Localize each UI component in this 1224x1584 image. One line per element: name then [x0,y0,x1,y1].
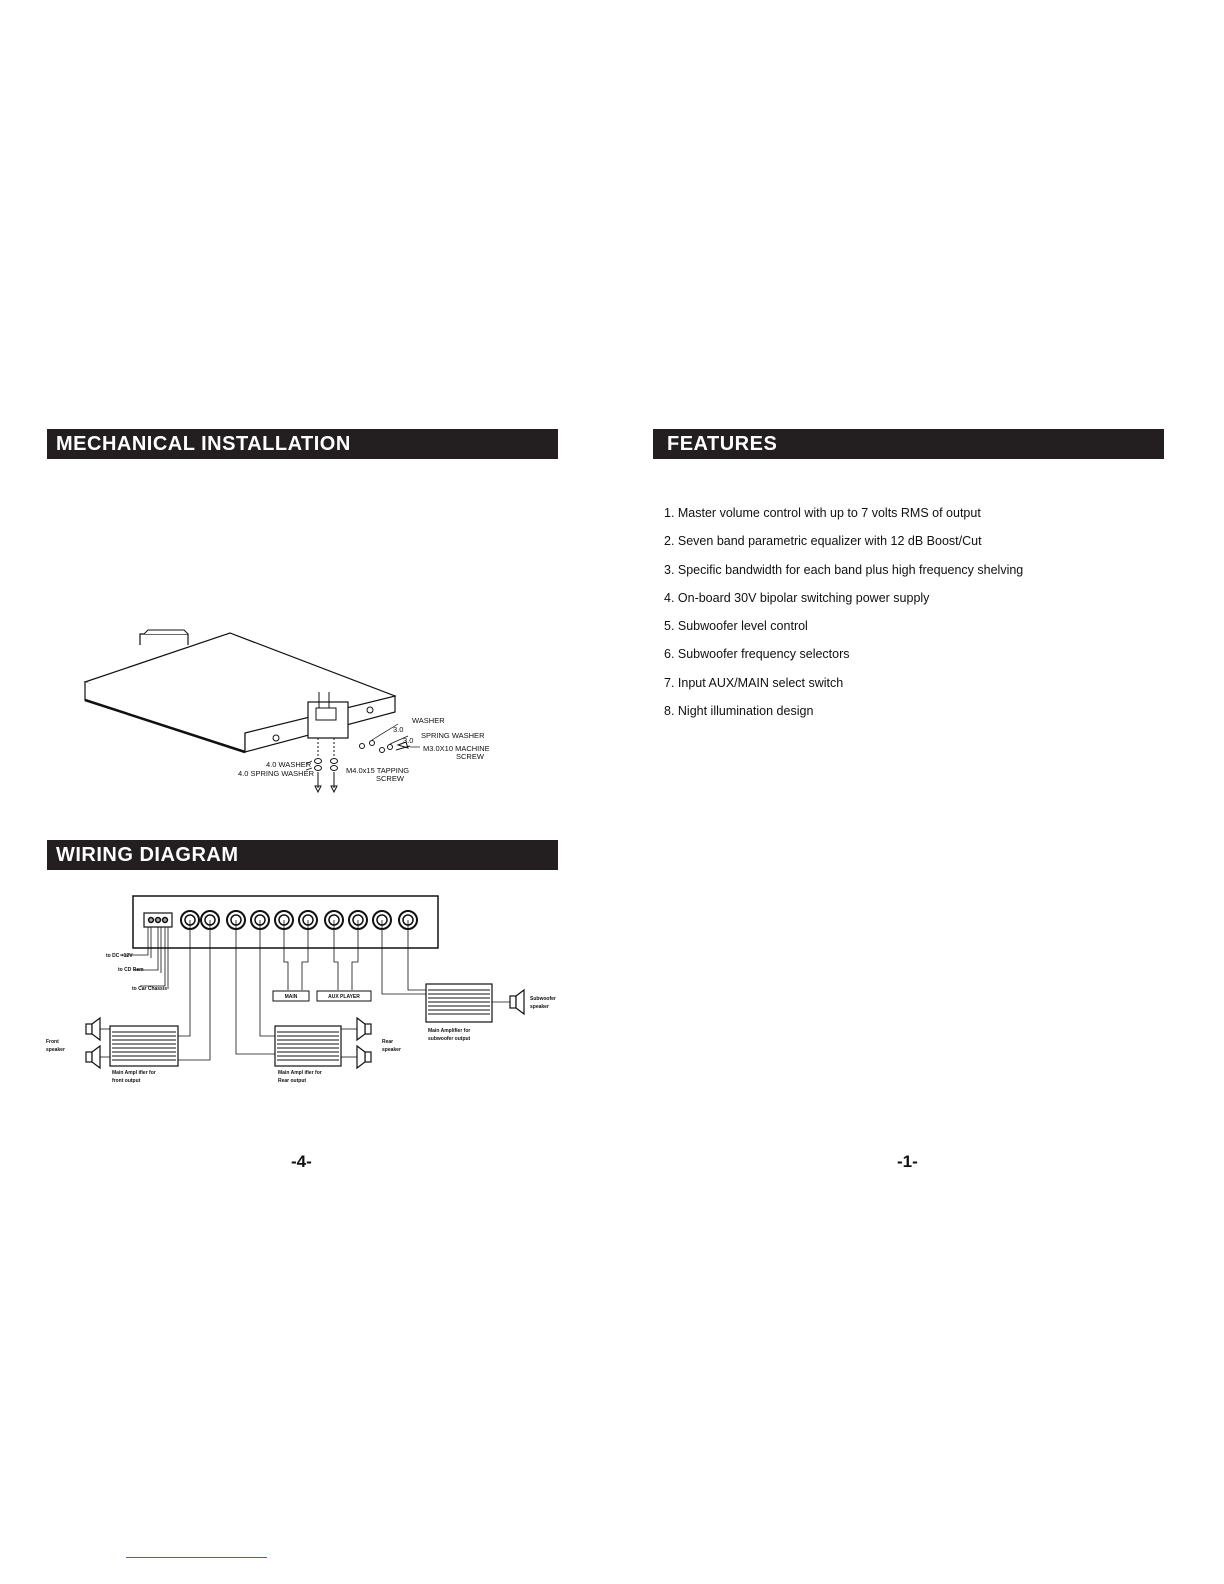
machine-screw-label-2: SCREW [456,752,484,761]
rear-speaker-label: Rear [382,1039,394,1045]
feature-item: 5. Subwoofer level control [664,619,808,634]
tapping-screw-label-2: SCREW [376,774,404,783]
page-number-right: -1- [897,1152,918,1171]
main-box-label: MAIN [284,994,298,1000]
front-amplifier [110,1026,178,1066]
subwoofer-speaker-label: Subwoofer [530,996,556,1002]
rear-amp-label-2: Rear output [278,1078,307,1084]
aux-box-label: AUX PLAYER [328,994,360,1000]
machine-screw-label: M3.0X10 MACHINE [423,744,490,753]
feature-item: 4. On-board 30V bipolar switching power supply [664,590,930,605]
feature-item: 2. Seven band parametric equalizer with 12 dB Boost/Cut [664,534,982,549]
features-header: FEATURES [653,429,1164,459]
features-list [664,504,1023,730]
wiring-diagram [40,890,560,1100]
spring-washer-label: SPRING WASHER [421,731,485,740]
mechanical-installation-diagram [60,620,520,795]
washer-label: WASHER [412,716,445,725]
front-speaker-label-2: speaker [46,1047,65,1053]
to-dc-label: to DC +12V [106,953,133,959]
feature-item: 8. Night illumination design [664,704,814,719]
to-cd-label: to CD Rem [118,967,144,973]
feature-item: 6. Subwoofer frequency selectors [664,647,850,662]
footer-rule [126,1557,267,1558]
subwoofer-amp-label: Main Amplifier for [428,1028,471,1034]
spring-washer-size-label: 3.0 [403,736,414,745]
to-car-label: to Car Chassis [132,986,168,992]
subwoofer-speaker-label-2: speaker [530,1004,549,1010]
rear-amplifier [275,1026,341,1066]
spring-washer-4-label: 4.0 SPRING WASHER [238,769,314,778]
mechanical-installation-header: MECHANICAL INSTALLATION [47,429,558,459]
rear-amp-label: Main Ampl ifier for [278,1070,322,1076]
washer-size-label: 3.0 [393,725,404,734]
feature-item: 7. Input AUX/MAIN select switch [664,675,844,690]
subwoofer-amplifier [426,984,492,1022]
page-number-left: -4- [291,1152,312,1171]
rear-speaker-label-2: speaker [382,1047,401,1053]
washer-4-label: 4.0 WASHER [266,760,312,769]
feature-item: 3. Specific bandwidth for each band plus high frequency shelving [664,562,1024,577]
wiring-diagram-header: WIRING DIAGRAM [47,840,558,870]
tapping-screw-label: M4.0x15 TAPPING [346,766,410,775]
front-amp-label: Main Ampl ifier for [112,1070,156,1076]
front-amp-label-2: front output [112,1078,141,1084]
feature-item: 1. Master volume control with up to 7 volts RMS of output [664,506,981,520]
subwoofer-amp-label-2: subwoofer output [428,1036,471,1042]
front-speaker-label: Front [46,1039,59,1045]
